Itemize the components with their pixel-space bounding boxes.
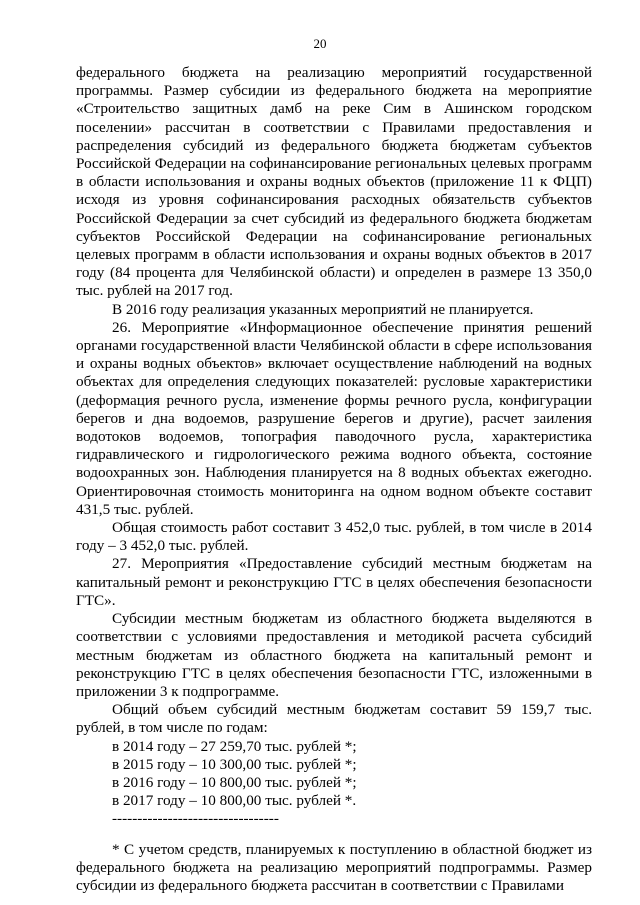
paragraph-subsidies: Субсидии местным бюджетам из областного бюджета выделяются в соответствии с условиями предоставления и методикой расчета субсидий местным бюджетам из областного бюджета на капитальный ремонт и реконструкцию ГТС в целях обеспечения безопасности ГТС, изложенными в приложении 3 к подпрограмме. (76, 610, 592, 700)
document-body (76, 64, 592, 895)
footnote: * С учетом средств, планируемых к поступлению в областной бюджет из федерального бюджета на реализацию мероприятий подпрограммы. Размер субсидии из федерального бюджета рассчитан в соответствии с Правилами (76, 840, 592, 894)
footnote-separator: --------------------------------- (112, 810, 279, 828)
year-list (76, 738, 592, 811)
paragraph-continuation: федерального бюджета на реализацию мероприятий государственной программы. Размер субсидии из федерального бюджета на мероприятие «Строительство защитных дамб на реке Сим в Ашинском городском поселении» рассчитан в соответствии с Правилами предоставления и распределения субсидий из федерального бюджета бюджетам субъектов Российской Федерации на софинансирование региональных целевых программ в области использования и охраны водных объектов (приложение 11 к ФЦП) исходя из уровня софинансирования расходных обязательств субъектов Российской Федерации за счет субсидий из федерального бюджета бюджетам субъектов Российской Федерации на софинансирование региональных целевых программ в области использования и охраны водных объектов в 2017 году (84 процента для Челябинской области) и определен в размере 13 350,0 тыс. рублей на 2017 год. (76, 64, 592, 300)
paragraph-item-27: 27. Мероприятия «Предоставление субсидий местным бюджетам на капитальный ремонт и реконструкцию ГТС в целях обеспечения безопасности ГТС». (76, 555, 592, 609)
paragraph-item-26: 26. Мероприятие «Информационное обеспечение принятия решений органами государственной власти Челябинской области в сфере использования и охраны водных объектов» включает осуществление наблюдений на водных объектах для определения следующих показателей: русловые характеристики (деформация речного русла, изменение формы речного русла, конфигурации берегов и дна водоемов, разрушение берегов и другие), расчет заиления водотоков водоемов, топография паводочного русла, характеристика гидравлического и гидрологического режима водного объекта, состояние водоохранных зон. Наблюдения планируется на 8 водных объектах ежегодно. Ориентировочная стоимость мониторинга на одном водном объекте составит 431,5 тыс. рублей. (76, 318, 592, 518)
page-number: 20 (313, 36, 327, 51)
list-item: в 2015 году – 10 300,00 тыс. рублей *; (112, 755, 357, 773)
paragraph-total-subsidies: Общий объем субсидий местным бюджетам составит 59 159,7 тыс. рублей, в том числе по годам: (76, 701, 592, 737)
list-item: в 2016 году – 10 800,00 тыс. рублей *; (112, 773, 357, 791)
paragraph-2016-note: В 2016 году реализация указанных мероприятий не планируется. (112, 300, 534, 318)
paragraph-total-cost: Общая стоимость работ составит 3 452,0 тыс. рублей, в том числе в 2014 году – 3 452,0 тыс. рублей. (76, 519, 592, 555)
list-item: в 2017 году – 10 800,00 тыс. рублей *. (112, 792, 357, 810)
list-item: в 2014 году – 27 259,70 тыс. рублей *; (112, 737, 357, 755)
